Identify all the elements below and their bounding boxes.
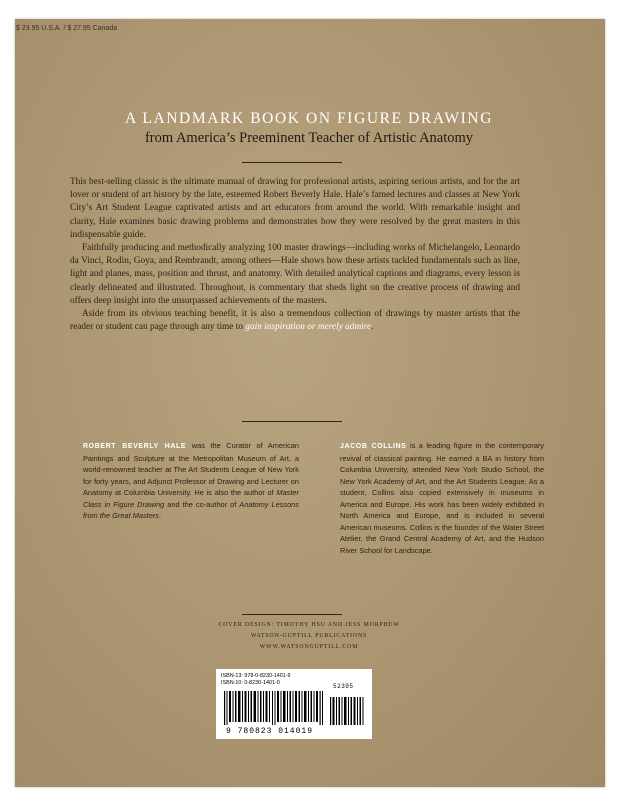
isbn-13: ISBN-13: 978-0-8230-1401-9 xyxy=(221,673,291,679)
bio-hale-text-3: . xyxy=(158,511,162,520)
bio-hale-text: was the Curator of American Paintings and Sculpture at the Metropolitan Museum of Art, a world-renowned teacher at The Art Students League of New York for forty years, and Adjunct Professor of Drawing and Lecturer on Anatomy at Columbia University. He is also the author of xyxy=(83,441,299,497)
bio-hale-book-2: Anatomy Lessons from the Great Masters xyxy=(83,499,299,520)
isbn-text xyxy=(221,673,291,687)
divider-top xyxy=(242,162,342,163)
paragraph-3-text: Aside from its obvious teaching benefit, it is also a tremendous collection of drawings by master artists that the reader or student can page through any time to xyxy=(70,309,520,333)
bio-hale-book-1: Master Class in Figure Drawing xyxy=(83,488,299,509)
price-label: $ 23.95 U.S.A. / $ 27.95 Canada xyxy=(16,25,118,32)
author-name-hale: ROBERT BEVERLY HALE xyxy=(83,443,187,450)
cover-design-credit: COVER DESIGN: TIMOTHY HSU AND JESS MORPHEW xyxy=(218,622,400,628)
bio-collins-text: is a leading figure in the contemporary revival of classical painting. He earned a BA in history from Columbia University, attended New York Studio School, the New York Academy of Art, and the Art Students League. As a student, Collins also copied extensively in museums in America and Europe. His work has been widely exhibited in North America and Europe, and is included in several American museums. Collins is the founder of the Water Street Atelier, the Grand Central Academy of Art, and the Hudson River School for Landscape. xyxy=(340,441,544,555)
publisher-website: WWW.WATSONGUPTILL.COM xyxy=(259,644,359,650)
paragraph-3-end: . xyxy=(371,322,374,333)
publisher-name: WATSON-GUPTILL PUBLICATIONS xyxy=(250,633,368,639)
divider-bottom xyxy=(242,614,342,615)
barcode-icon xyxy=(220,691,368,727)
author-bio-collins xyxy=(340,440,544,556)
description-paragraph-1: This best-selling classic is the ultimate manual of drawing for professional artists, aspiring serious artists, and for the art lover or student of art history by the late, esteemed Robert Beverly Hale. Hale’s famed lectures and classes at New York City’s Art Student League captivated artists and art educators from around the world. With remarkable insight and clarity, Hale examines basic drawing problems and demonstrates how they were resolved by the great masters in this indispensable guide. xyxy=(70,177,520,240)
description-paragraph-3 xyxy=(70,308,520,334)
barcode-digits: 9 780823 014019 xyxy=(226,727,314,736)
author-name-collins: JACOB COLLINS xyxy=(340,443,407,450)
author-bio-hale xyxy=(83,440,299,522)
barcode-label xyxy=(216,669,372,739)
isbn-10: ISBN-10: 0-8230-1401-0 xyxy=(221,680,280,686)
credits-block xyxy=(0,620,618,653)
description-paragraph-2: Faithfully producing and methodically analyzing 100 master drawings—including works of Michelangelo, Leonardo da Vinci, Rodin, Goya, and Rembrandt, among others—Hale shows how these artists tackled fundamentals such as line, light and planes, mass, position and thrust, and anatomy. With detailed analytical captions and diagrams, every lesson is clearly delineated and illustrated. Throughout, is commentary that sheds light on the creative process of drawing and offers deep insight into the unsurpassed achievements of the masters. xyxy=(70,243,520,306)
barcode-supplement-number: 52395 xyxy=(333,683,354,690)
bio-hale-text-2: and the co-author of xyxy=(164,499,240,509)
headline-title: A LANDMARK BOOK ON FIGURE DRAWING xyxy=(124,110,493,127)
divider-middle xyxy=(242,421,342,422)
headline-subtitle: from America’s Preeminent Teacher of Artistic Anatomy xyxy=(144,130,474,146)
description-text xyxy=(70,176,520,334)
paragraph-3-highlight: gain inspiration or merely admire xyxy=(245,322,372,333)
